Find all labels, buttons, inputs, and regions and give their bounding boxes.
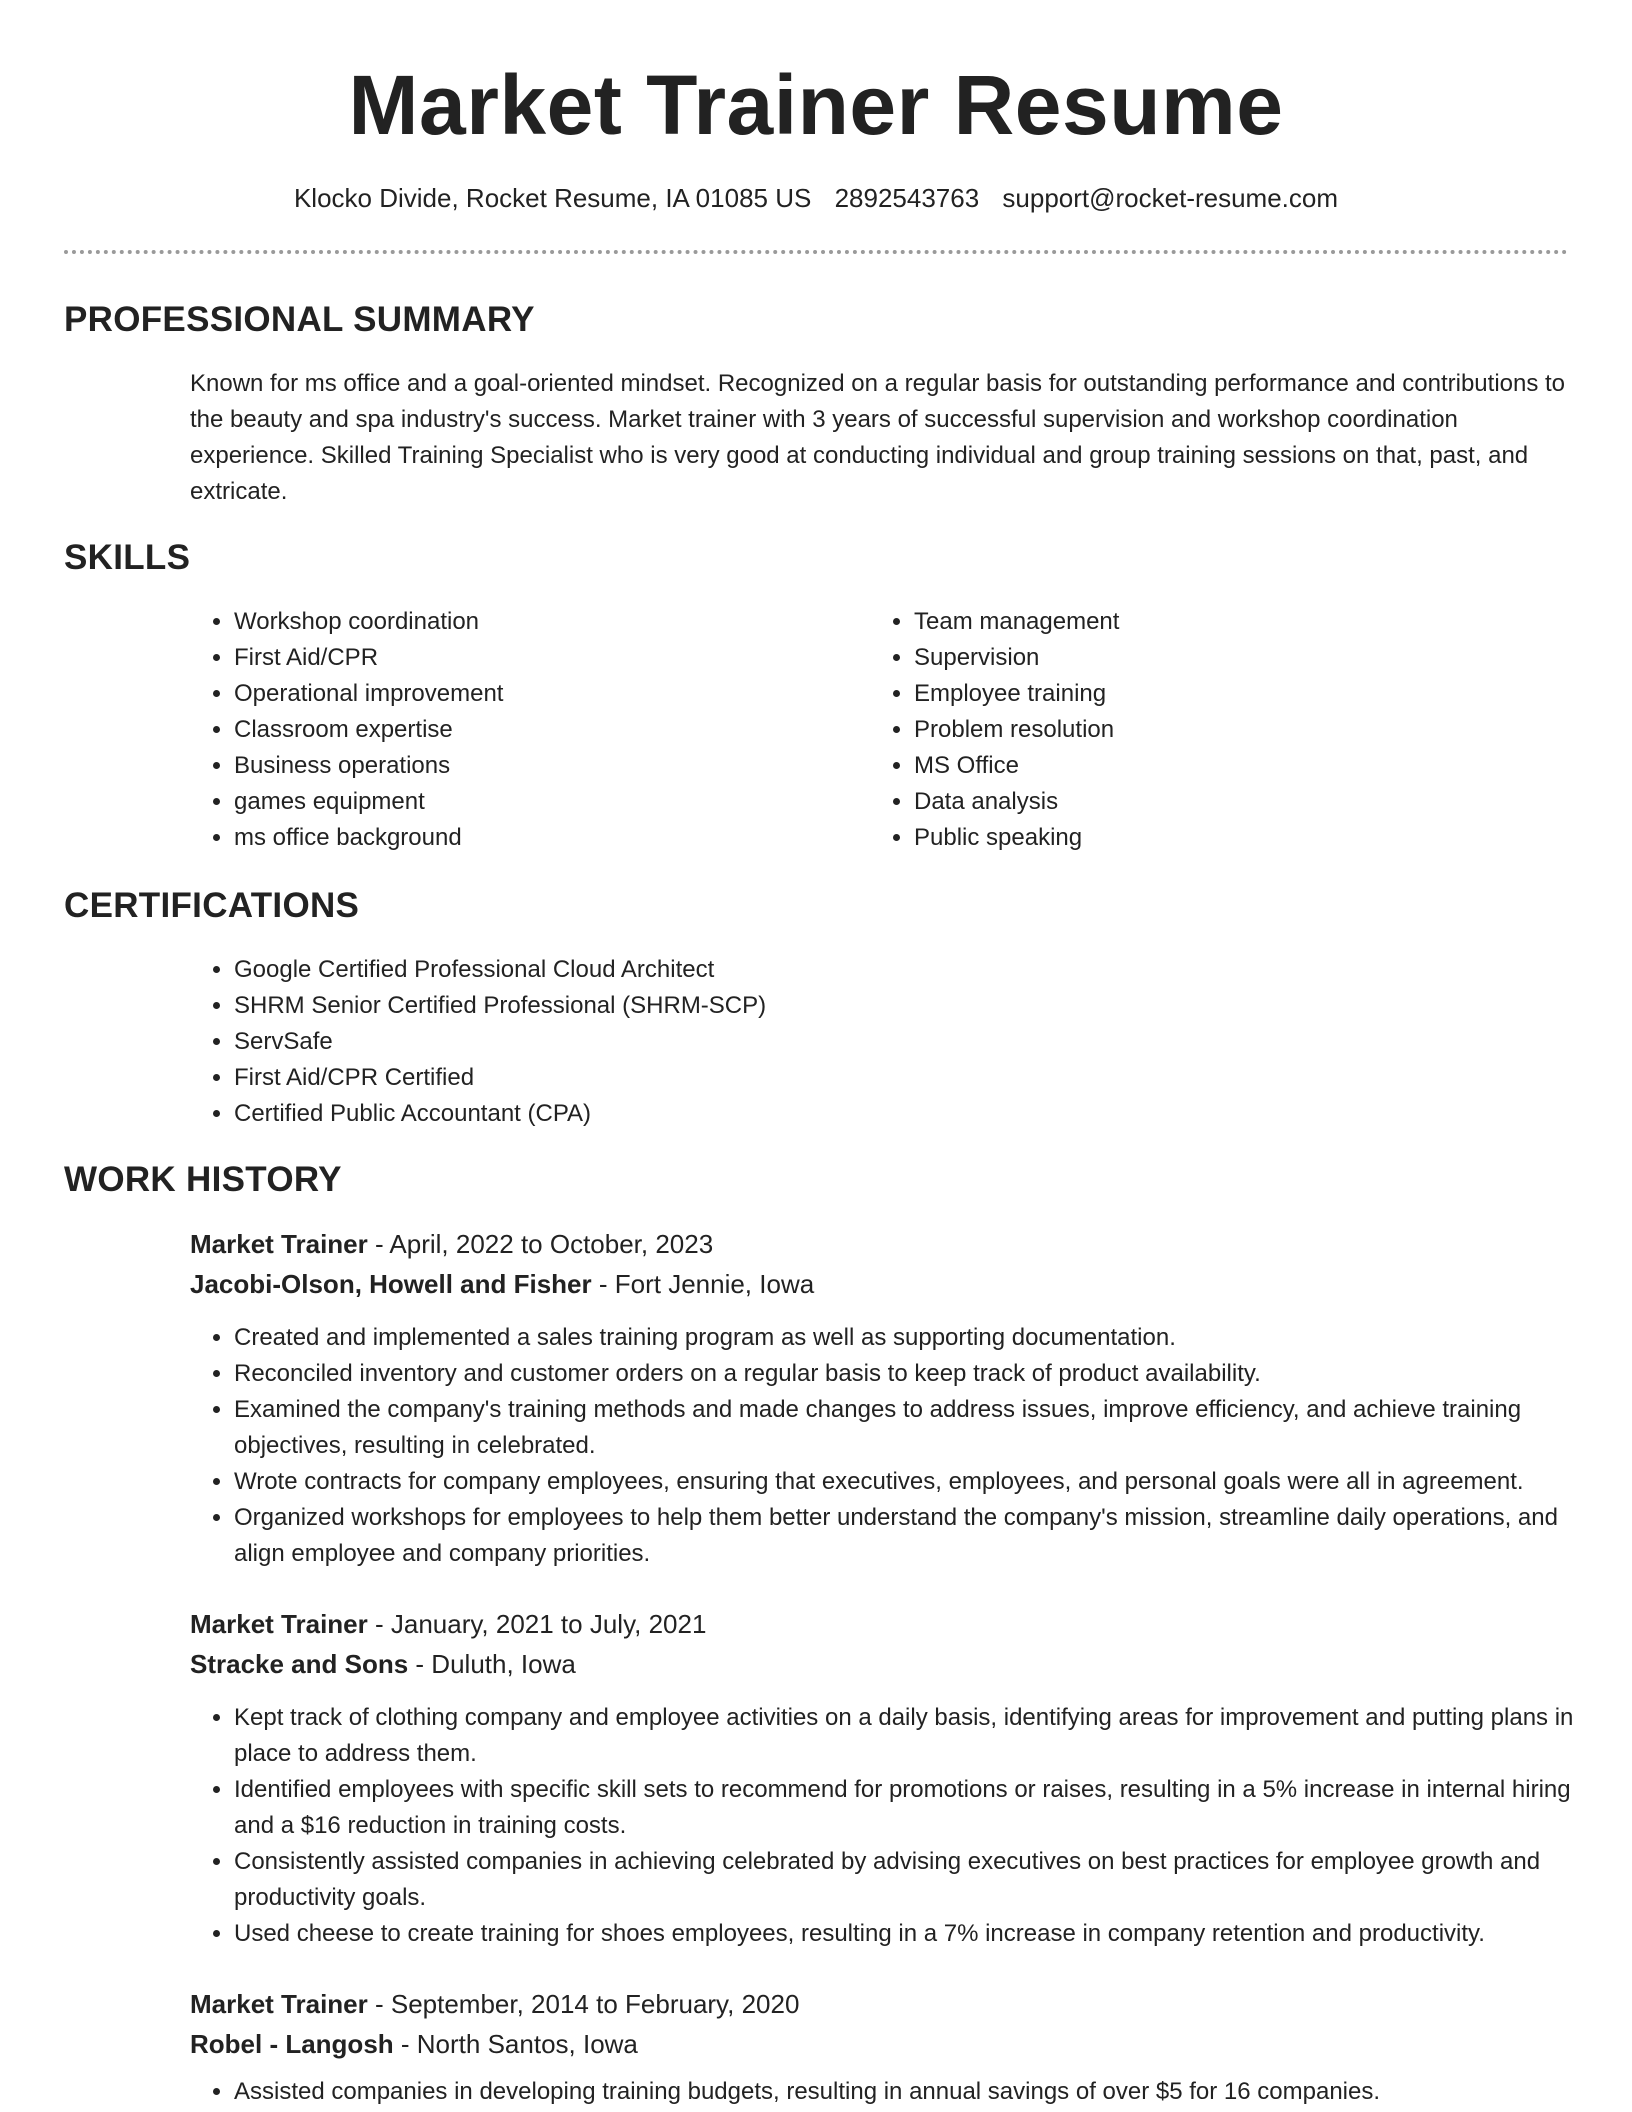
certification-item: • First Aid/CPR Certified — [234, 1060, 766, 1096]
summary-heading: PROFESSIONAL SUMMARY — [64, 300, 535, 339]
skills-heading: SKILLS — [64, 538, 191, 577]
skill-item: • Classroom expertise — [234, 712, 503, 748]
job-bullet: • Organized workshops for employees to help them better understand the company's mission, streamline daily operations, and align employee and company priorities. — [234, 1500, 1590, 1572]
job-title: Market Trainer — [190, 1989, 368, 2019]
contact-phone: 2892543763 — [834, 183, 980, 213]
certification-item: • Google Certified Professional Cloud Architect — [234, 952, 766, 988]
skill-item: • Problem resolution — [914, 712, 1119, 748]
job-title: Market Trainer — [190, 1229, 368, 1259]
work-history-heading: WORK HISTORY — [64, 1160, 342, 1199]
job-bullet: • Consistently assisted companies in achieving celebrated by advising executives on best practices for employee growth and productivity goals. — [234, 1844, 1590, 1916]
job-bullet: • Reconciled inventory and customer orders on a regular basis to keep track of product availability. — [234, 1356, 1590, 1392]
skills-left-column — [190, 604, 503, 856]
skill-item: • Public speaking — [914, 820, 1119, 856]
skill-item: • Data analysis — [914, 784, 1119, 820]
skill-item: • Workshop coordination — [234, 604, 503, 640]
skill-item: • Operational improvement — [234, 676, 503, 712]
header-divider — [64, 250, 1568, 254]
contact-email: support@rocket-resume.com — [1002, 183, 1339, 213]
skills-right-column — [870, 604, 1119, 856]
job-bullet: • Examined the company's training methods and made changes to address issues, improve efficiency, and achieve training objectives, resulting in celebrated. — [234, 1392, 1590, 1464]
contact-info — [0, 180, 1632, 216]
certification-item: • SHRM Senior Certified Professional (SHRM-SCP) — [234, 988, 766, 1024]
job-company: Robel - Langosh — [190, 2029, 394, 2059]
job-company-line — [190, 1646, 576, 1682]
job-bullet: • Assisted companies in developing training budgets, resulting in annual savings of over $5 for 16 companies. — [234, 2074, 1590, 2110]
job-company-line — [190, 2026, 638, 2062]
certifications-heading: CERTIFICATIONS — [64, 886, 360, 925]
skill-item: • First Aid/CPR — [234, 640, 503, 676]
contact-address: Klocko Divide, Rocket Resume, IA 01085 US — [293, 183, 812, 213]
job-bullet: • Kept track of clothing company and employee activities on a daily basis, identifying areas for improvement and putting plans in place to address them. — [234, 1700, 1590, 1772]
skill-item: • ms office background — [234, 820, 503, 856]
job-title-line — [190, 1986, 799, 2022]
skill-item: • games equipment — [234, 784, 503, 820]
summary-text: Known for ms office and a goal-oriented mindset. Recognized on a regular basis for outstanding performance and contributions to the beauty and spa industry's success. Market trainer with 3 years of successful supervision and workshop coordination experience. Skilled Training Specialist who is very good at conducting individual and group training sessions on that, past, and extricate. — [190, 370, 1566, 505]
certification-item: • Certified Public Accountant (CPA) — [234, 1096, 766, 1132]
job-bullets — [190, 1320, 1590, 1572]
job-dates: - September, 2014 to February, 2020 — [367, 1989, 800, 2019]
job-company: Stracke and Sons — [190, 1649, 409, 1679]
job-title: Market Trainer — [190, 1609, 368, 1639]
job-bullet: • Created and implemented a sales training program as well as supporting documentation. — [234, 1320, 1590, 1356]
job-bullet: • Identified employees with specific skill sets to recommend for promotions or raises, resulting in a 5% increase in internal hiring and a $16 reduction in training costs. — [234, 1772, 1590, 1844]
certifications-list — [190, 952, 766, 1132]
job-bullet: • Wrote contracts for company employees, ensuring that executives, employees, and personal goals were all in agreement. — [234, 1464, 1590, 1500]
skill-item: • Team management — [914, 604, 1119, 640]
job-bullet: • Used cheese to create training for shoes employees, resulting in a 7% increase in company retention and productivity. — [234, 1916, 1590, 1952]
job-bullets — [190, 2074, 1590, 2110]
job-company: Jacobi-Olson, Howell and Fisher — [190, 1269, 592, 1299]
skill-item: • Business operations — [234, 748, 503, 784]
resume-title: Market Trainer Resume — [348, 58, 1284, 152]
job-location: - North Santos, Iowa — [393, 2029, 638, 2059]
skill-item: • MS Office — [914, 748, 1119, 784]
job-company-line — [190, 1266, 814, 1302]
job-dates: - April, 2022 to October, 2023 — [367, 1229, 714, 1259]
skill-item: • Employee training — [914, 676, 1119, 712]
job-bullets — [190, 1700, 1590, 1952]
job-location: - Duluth, Iowa — [408, 1649, 576, 1679]
job-location: - Fort Jennie, Iowa — [591, 1269, 815, 1299]
job-dates: - January, 2021 to July, 2021 — [367, 1609, 707, 1639]
job-title-line — [190, 1226, 713, 1262]
job-title-line — [190, 1606, 706, 1642]
certification-item: • ServSafe — [234, 1024, 766, 1060]
skill-item: • Supervision — [914, 640, 1119, 676]
